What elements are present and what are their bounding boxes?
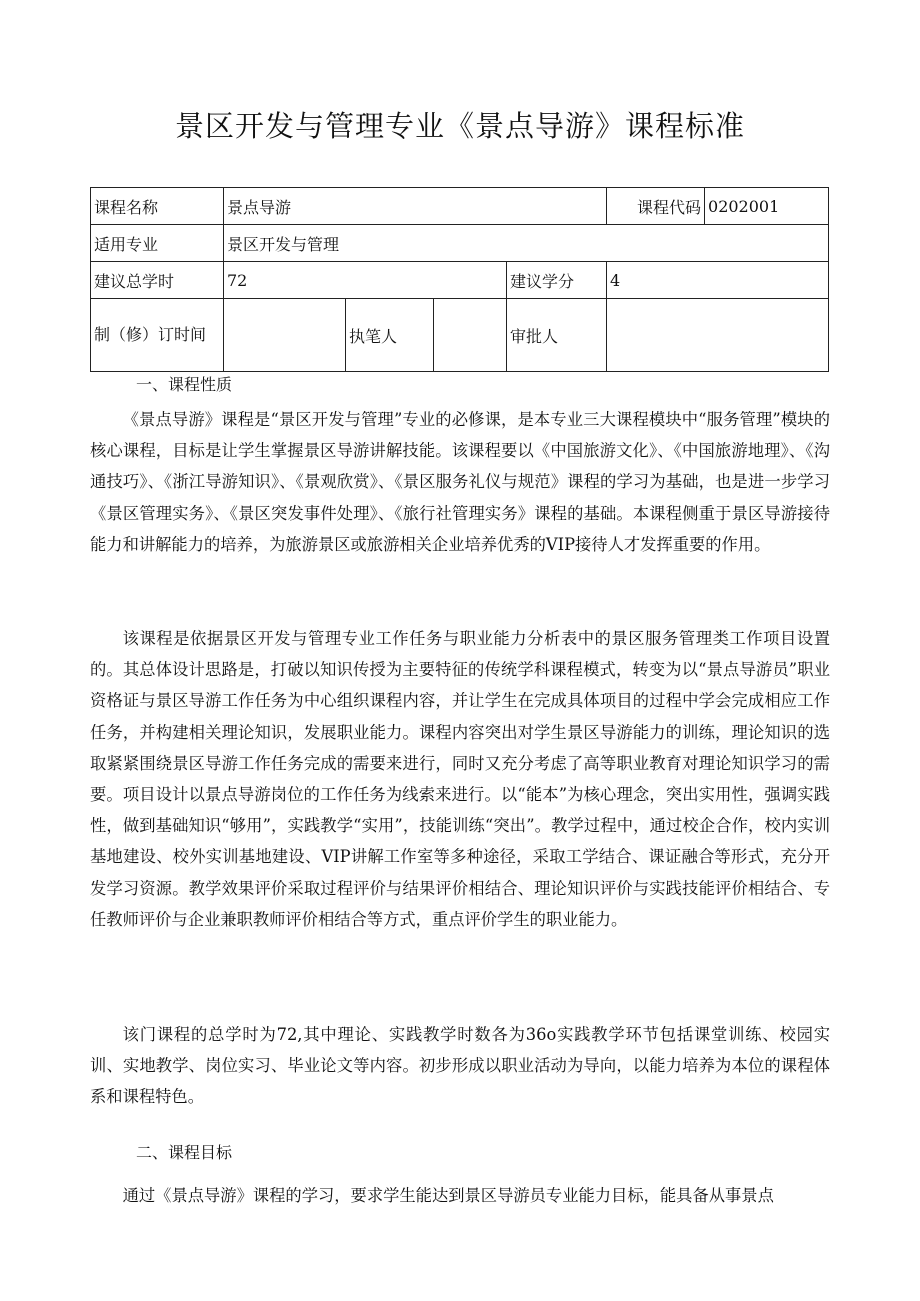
table-row: [91, 188, 829, 225]
hours-value: 72: [224, 262, 507, 299]
course-name-value: 景点导游: [224, 188, 607, 225]
table-row: [91, 225, 829, 262]
table-row: [91, 262, 829, 299]
approver-value: [607, 299, 829, 372]
credits-value: 4: [607, 262, 829, 299]
revision-time-value: [224, 299, 346, 372]
author-label: 执笔人: [346, 299, 434, 372]
paragraph-course-nature-1: 《景点导游》课程是“景区开发与管理”专业的必修课，是本专业三大课程模块中“服务管理”模块的核心课程，目标是让学生掌握景区导游讲解技能。该课程要以《中国旅游文化》、《中国旅游地理》、《沟通技巧》、《浙江导游知识》、《景观欣赏》、《景区服务礼仪与规范》课程的学习为基础，也是进一步学习《景区管理实务》、《景区突发事件处理》、《旅行社管理实务》课程的基础。本课程侧重于景区导游接待能力和讲解能力的培养，为旅游景区或旅游相关企业培养优秀的VIP接待人才发挥重要的作用。: [90, 410, 830, 554]
major-label: 适用专业: [91, 225, 224, 262]
course-code-value: 0202001: [705, 188, 829, 225]
major-value: 景区开发与管理: [224, 225, 829, 262]
approver-label: 审批人: [507, 299, 607, 372]
paragraph-course-nature-2: 该课程是依据景区开发与管理专业工作任务与职业能力分析表中的景区服务管理类工作项目设置的。其总体设计思路是，打破以知识传授为主要特征的传统学科课程模式，转变为以“景点导游员”职业资格证与景区导游工作任务为中心组织课程内容，并让学生在完成具体项目的过程中学会完成相应工作任务，并构建相关理论知识，发展职业能力。课程内容突出对学生景区导游能力的训练，理论知识的选取紧紧围绕景区导游工作任务完成的需要来进行，同时又充分考虑了高等职业教育对理论知识学习的需要。项目设计以景点导游岗位的工作任务为线索来进行。以“能本”为核心理念，突出实用性，强调实践性，做到基础知识“够用”，实践教学“实用”，技能训练“突出”。教学过程中，通过校企合作，校内实训基地建设、校外实训基地建设、VIP讲解工作室等多种途径，采取工学结合、课证融合等形式，充分开发学习资源。教学效果评价采取过程评价与结果评价相结合、理论知识评价与实践技能评价相结合、专任教师评价与企业兼职教师评价相结合等方式，重点评价学生的职业能力。: [90, 629, 830, 929]
credits-label: 建议学分: [507, 262, 607, 299]
page-title: 景区开发与管理专业《景点导游》课程标准: [174, 109, 745, 143]
course-name-label: 课程名称: [91, 188, 224, 225]
course-info-table: [90, 187, 829, 372]
table-row: [91, 299, 829, 372]
section-heading-1: 一、课程性质: [136, 375, 233, 394]
course-code-label: 课程代码: [607, 188, 705, 225]
author-value: [434, 299, 507, 372]
paragraph-course-nature-3: 该门课程的总学时为72,其中理论、实践教学时数各为36o实践教学环节包括课堂训练、校园实训、实地教学、岗位实习、毕业论文等内容。初步形成以职业活动为导向，以能力培养为本位的课程体系和课程特色。: [90, 1025, 830, 1107]
revision-time-label: 制（修）订时间: [91, 299, 224, 372]
section-heading-2: 二、课程目标: [136, 1143, 233, 1162]
paragraph-course-goal-1: 通过《景点导游》课程的学习，要求学生能达到景区导游员专业能力目标，能具备从事景点: [122, 1186, 774, 1205]
hours-label: 建议总学时: [91, 262, 224, 299]
